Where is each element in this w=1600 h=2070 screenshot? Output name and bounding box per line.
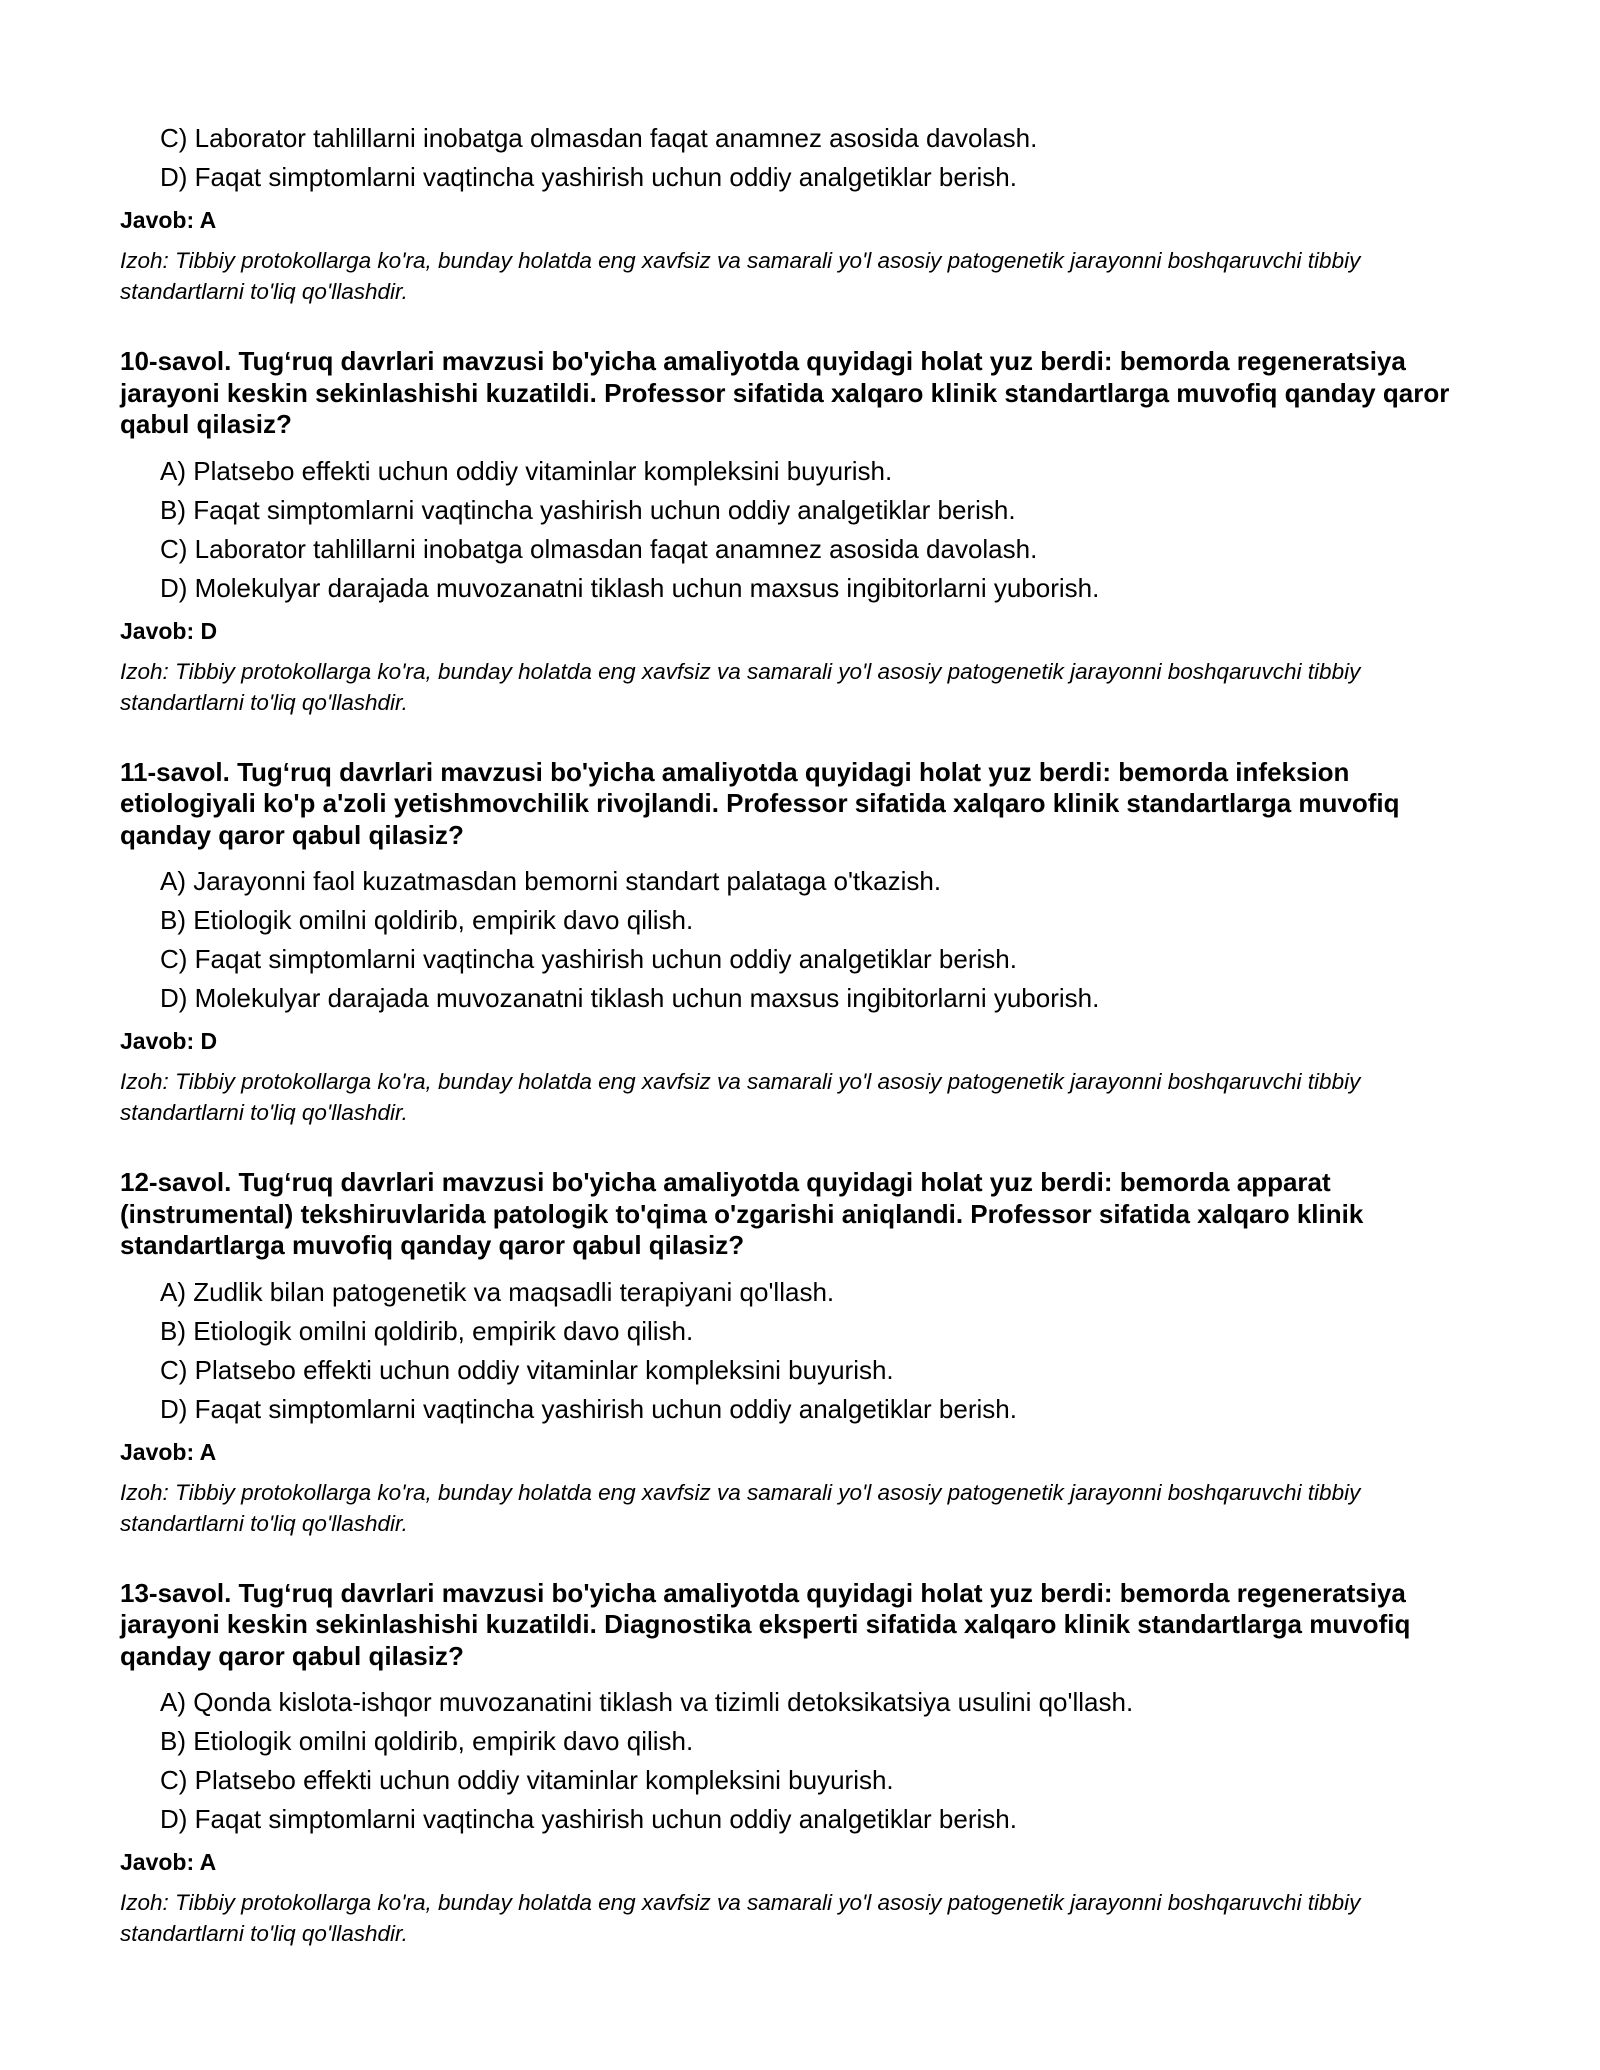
option-b: B) Etiologik omilni qoldirib, empirik davo qilish. — [160, 905, 694, 935]
option-b: B) Etiologik omilni qoldirib, empirik davo qilish. — [160, 1315, 694, 1346]
option-d: D) Faqat simptomlarni vaqtincha yashirish uchun oddiy analgetiklar berish. — [160, 1393, 1017, 1424]
question-9-continuation — [120, 122, 1480, 307]
option-c: C) Laborator tahlillarni inobatga olmasdan faqat anamnez asosida davolash. — [160, 533, 1038, 564]
option-d: D) Faqat simptomlarni vaqtincha yashirish uchun oddiy analgetiklar berish. — [160, 1804, 1017, 1834]
option-a: A) Zudlik bilan patogenetik va maqsadli terapiyani qo'llash. — [160, 1276, 835, 1307]
option-a: A) Jarayonni faol kuzatmasdan bemorni standart palataga o'tkazish. — [160, 866, 942, 896]
option-c: C) Platsebo effekti uchun oddiy vitaminlar kompleksini buyurish. — [160, 1765, 894, 1795]
option-a: A) Platsebo effekti uchun oddiy vitaminlar kompleksini buyurish. — [160, 455, 893, 486]
answer-label: Javob: A — [120, 1438, 217, 1465]
options-list — [120, 865, 1480, 1014]
question-13 — [120, 1578, 1480, 1950]
explanation-note: Izoh: Tibbiy protokollarga ko'ra, bunday holatda eng xavfsiz va samarali yo'l asosiy patogenetik jarayonni boshqaruvchi tibbiy standartlarni to'liq qo'llashdir. — [120, 658, 1361, 715]
answer-label: Javob: D — [120, 617, 218, 644]
explanation-note: Izoh: Tibbiy protokollarga ko'ra, bunday holatda eng xavfsiz va samarali yo'l asosiy patogenetik jarayonni boshqaruvchi tibbiy standartlarni to'liq qo'llashdir. — [120, 1890, 1361, 1946]
option-b: B) Etiologik omilni qoldirib, empirik davo qilish. — [160, 1726, 694, 1756]
options-list — [120, 455, 1480, 604]
answer-label: Javob: A — [120, 1849, 217, 1875]
question-text: 10-savol. Tug‘ruq davrlari mavzusi bo'yicha amaliyotda quyidagi holat yuz berdi: bemorda regeneratsiya jarayoni keskin sekinlashishi kuzatildi. Professor sifatida xalqaro klinik standartlarga muvofiq qanday qaror qabul qilasiz? — [120, 346, 1450, 439]
option-c: C) Laborator tahlillarni inobatga olmasdan faqat anamnez asosida davolash. — [160, 123, 1038, 153]
question-10 — [120, 346, 1480, 718]
answer-label: Javob: D — [120, 1028, 218, 1054]
question-text: 11-savol. Tug‘ruq davrlari mavzusi bo'yicha amaliyotda quyidagi holat yuz berdi: bemorda infeksion etiologiyali ko'p a'zoli yetishmovchilik rivojlandi. Professor sifatida xalqaro klinik standartlarga muvofiq qanday qaror qabul qilasiz? — [120, 756, 1400, 850]
answer-label: Javob: A — [120, 207, 217, 233]
question-text: 12-savol. Tug‘ruq davrlari mavzusi bo'yicha amaliyotda quyidagi holat yuz berdi: bemorda apparat (instrumental) tekshiruvlarida patologik to'qima o'zgarishi aniqlandi. Professor sifatida xalqaro klinik standartlarga muvofiq qanday qaror qabul qilasiz? — [120, 1167, 1364, 1260]
options-list — [120, 122, 1480, 193]
options-list — [120, 1276, 1480, 1425]
question-11 — [120, 757, 1480, 1129]
options-list — [120, 1686, 1480, 1835]
question-12 — [120, 1167, 1480, 1539]
explanation-note: Izoh: Tibbiy protokollarga ko'ra, bunday holatda eng xavfsiz va samarali yo'l asosiy patogenetik jarayonni boshqaruvchi tibbiy standartlarni to'liq qo'llashdir. — [120, 1479, 1361, 1536]
option-a: A) Qonda kislota-ishqor muvozanatini tiklash va tizimli detoksikatsiya usulini qo'llash. — [160, 1687, 1134, 1717]
question-text: 13-savol. Tug‘ruq davrlari mavzusi bo'yicha amaliyotda quyidagi holat yuz berdi: bemorda regeneratsiya jarayoni keskin sekinlashishi kuzatildi. Diagnostika eksperti sifatida xalqaro klinik standartlarga muvofiq qanday qaror qabul qilasiz? — [120, 1577, 1411, 1671]
explanation-note: Izoh: Tibbiy protokollarga ko'ra, bunday holatda eng xavfsiz va samarali yo'l asosiy patogenetik jarayonni boshqaruvchi tibbiy standartlarni to'liq qo'llashdir. — [120, 248, 1361, 304]
option-b: B) Faqat simptomlarni vaqtincha yashirish uchun oddiy analgetiklar berish. — [160, 494, 1016, 525]
option-d: D) Molekulyar darajada muvozanatni tiklash uchun maxsus ingibitorlarni yuborish. — [160, 983, 1100, 1013]
option-d: D) Faqat simptomlarni vaqtincha yashirish uchun oddiy analgetiklar berish. — [160, 162, 1017, 192]
option-d: D) Molekulyar darajada muvozanatni tiklash uchun maxsus ingibitorlarni yuborish. — [160, 572, 1100, 603]
option-c: C) Platsebo effekti uchun oddiy vitaminlar kompleksini buyurish. — [160, 1354, 894, 1385]
option-c: C) Faqat simptomlarni vaqtincha yashirish uchun oddiy analgetiklar berish. — [160, 944, 1017, 974]
explanation-note: Izoh: Tibbiy protokollarga ko'ra, bunday holatda eng xavfsiz va samarali yo'l asosiy patogenetik jarayonni boshqaruvchi tibbiy standartlarni to'liq qo'llashdir. — [120, 1069, 1361, 1125]
